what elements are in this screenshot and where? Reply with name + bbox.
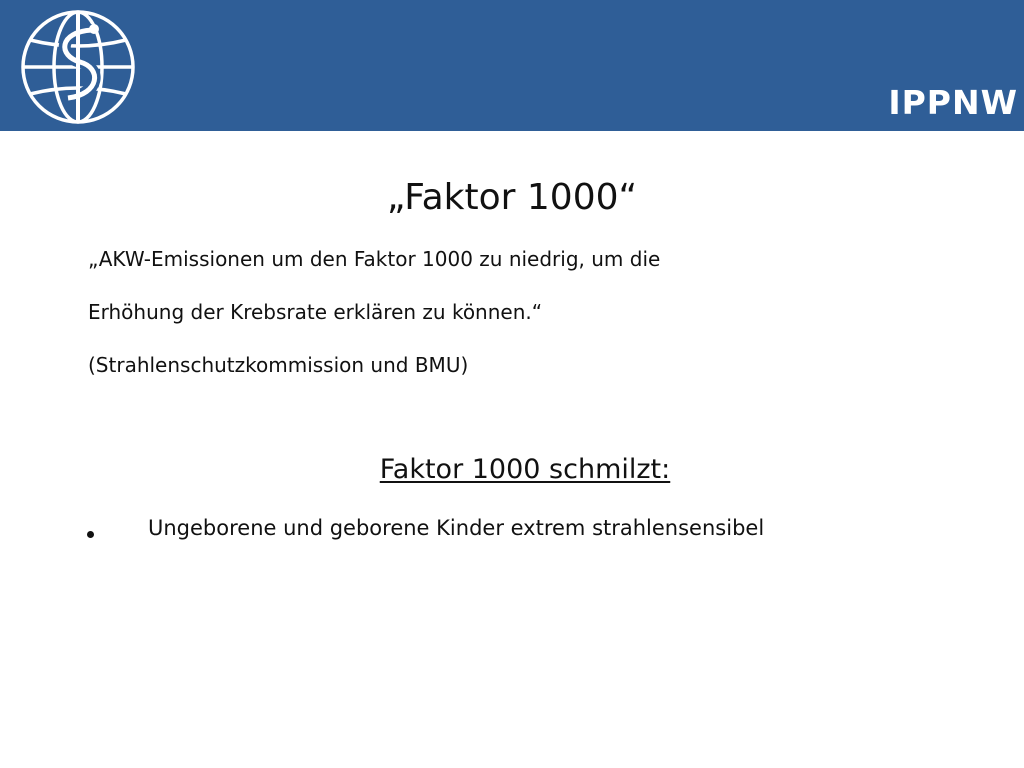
quote-line-1: „AKW-Emissionen um den Faktor 1000 zu niedrig, um die [88,247,661,271]
subheading-text: Faktor 1000 schmilzt: [379,454,671,485]
quote-line-2: Erhöhung der Krebsrate erklären zu können.“ [88,300,543,324]
bullet-icon [87,531,94,538]
header-band [0,0,1024,131]
globe-aesculapian-staff-icon [18,8,138,126]
bullet-item: Ungeborene und geborene Kinder extrem strahlensensibel [148,516,765,540]
subheading [0,454,1024,486]
slide-title: „Faktor 1000“ [386,177,638,218]
quote-source: (Strahlenschutzkommission und BMU) [88,353,469,377]
brand-logo-text: IPPNW [888,83,1018,122]
